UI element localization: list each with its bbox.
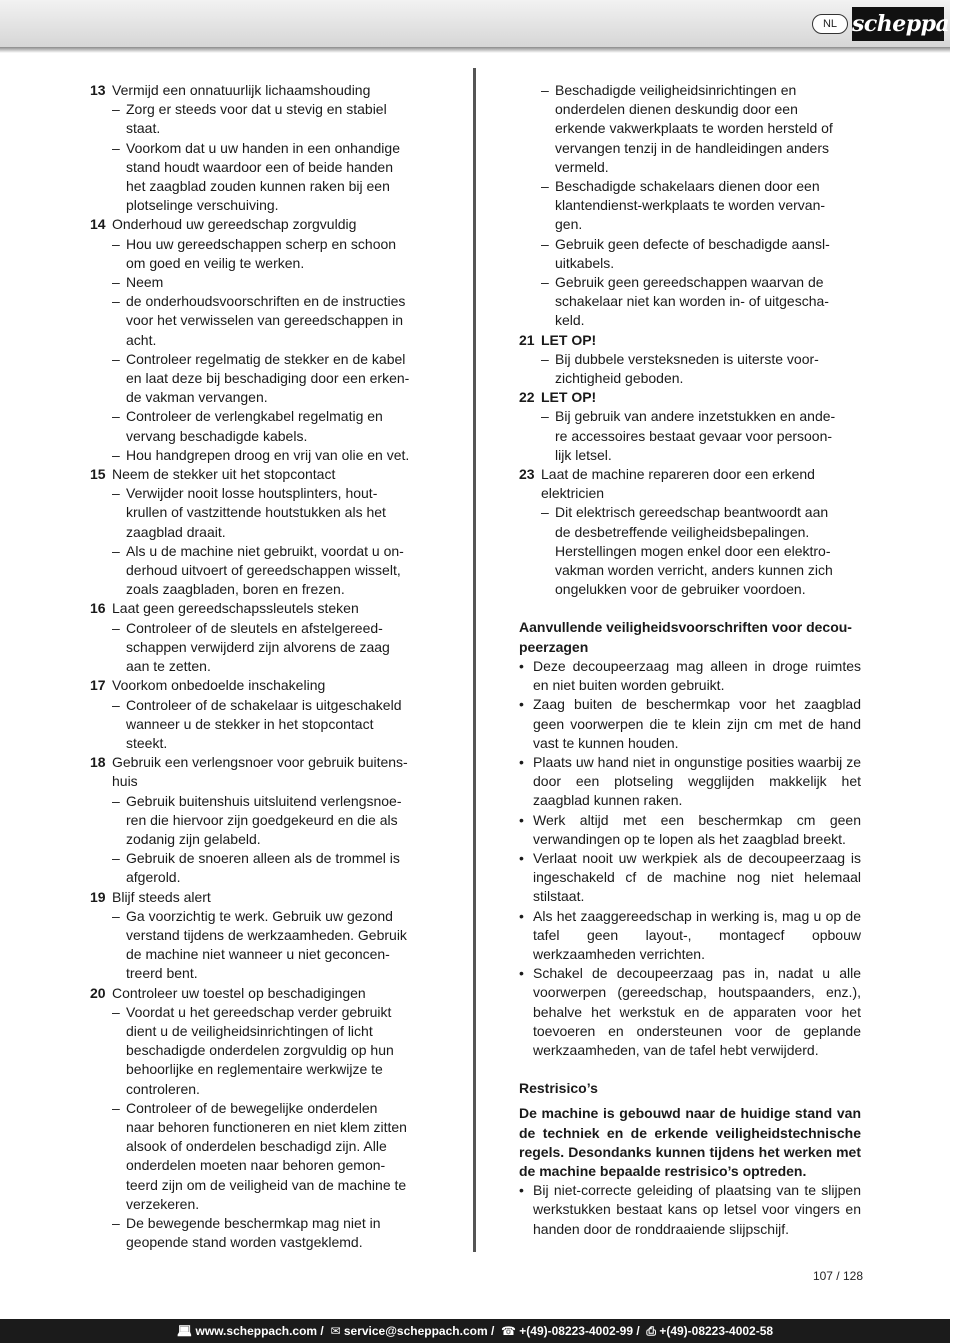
item-heading (90, 215, 430, 234)
sub-item (90, 1003, 430, 1099)
sub-item (519, 81, 861, 177)
sub-item (90, 139, 430, 216)
item-number: 14 (90, 216, 106, 233)
sub-item-text: Controleer of de schakelaar is uitgeschakeld wanneer u de stekker in het stopcontact steekt. (126, 696, 402, 751)
sub-item-text: Beschadigde schakelaars dienen door een klantendienst-werkplaats te worden vervan- gen. (555, 178, 826, 233)
sub-item-text: Gebruik geen defecte of beschadigde aansl- uitkabels. (555, 235, 830, 271)
footer-phone: +(49)-08223-4002-99 (519, 1324, 634, 1338)
sub-item (90, 484, 430, 542)
item-heading (90, 465, 430, 484)
item-number: 20 (90, 984, 106, 1001)
sub-item (90, 100, 430, 138)
sub-item-text: Ga voorzichtig te werk. Gebruik uw gezond verstand tijdens de werkzaamheden. Gebruik de machine niet wanneer u niet geconcen- treerd bent. (126, 907, 407, 982)
sub-item-text: Hou uw gereedschappen scherp en schoon om goed en veilig te werken. (126, 235, 397, 271)
bullet-text: Bij niet-correcte geleiding of plaatsing van te slijpen werkstukken bestaat kans op letsel voor vingers en handen door de ronddraaiende slijpschijf. (533, 1182, 861, 1237)
sub-item-text: Voordat u het gereedschap verder gebruikt dient u de veiligheidsinrichtingen of licht beschadigde onderdelen zorgvuldig op hun behoorlijke en reglementaire werkwijze te controleren. (126, 1003, 394, 1097)
item-heading (519, 331, 861, 350)
numbered-item (519, 331, 861, 389)
item-number: 19 (90, 888, 106, 905)
sub-item-text: Controleer regelmatig de stekker en de kabel en laat deze bij beschadiging door een erken- de vakman vervangen. (126, 350, 410, 406)
sub-item (90, 792, 430, 850)
sub-item-text: Verwijder nooit losse houtsplinters, hout- krullen of vastzittende houtstukken als het zaagblad draait. (126, 485, 386, 540)
sub-item (519, 350, 861, 388)
sub-item-text: Voorkom dat u uw handen in een onhandige stand houdt waardoor een of beide handen het zaagblad zouden kunnen raken bij een plotselinge verschuiving. (126, 139, 400, 214)
page-footer: 💻︎ www.scheppach.com / ✉︎ service@scheppach.com / ☎ +(49)-08223-4002-99 / ⎙ +(49)-08223-4002-58 (0, 1319, 950, 1343)
bullet-marker: • (519, 1182, 524, 1199)
sub-item (90, 273, 430, 292)
numbered-item (90, 215, 430, 465)
numbered-item (90, 753, 430, 887)
sub-item-text: Gebruik de snoeren alleen als de trommel is afgerold. (126, 850, 400, 886)
right-column (519, 81, 861, 1239)
bullet-text: Plaats uw hand niet in ongunstige posities waarbij ze door een plotseling wegglijden makkelijk het zaagblad kunnen raken. (533, 753, 861, 809)
item-number: 18 (90, 754, 106, 771)
sub-item (90, 849, 430, 887)
sub-item-text: Neem (126, 274, 164, 291)
sub-item (519, 273, 861, 331)
item-heading (90, 888, 430, 907)
item-heading (90, 81, 430, 100)
dash-marker: – (112, 293, 120, 310)
sub-item-text: Beschadigde veiligheidsinrichtingen en onderdelen dienen deskundig door een erkende vakwerkplaats te worden hersteld of vervangen tenzij in de handleidingen anders vermeld. (555, 82, 833, 175)
item-number: 17 (90, 677, 106, 694)
bullet-text: Schakel de decoupeerzaag pas in, nadat u alle voorwerpen (gereedschap, houtspaanders, enz.), behalve het werkstuk en de apparaten voor het toevoeren en ondersteunen voor de geplande werkzaamheden, van de tafel hebt verwijderd. (533, 965, 861, 1058)
bullet-item (519, 695, 861, 753)
item-heading (90, 984, 430, 1003)
dash-marker: – (541, 178, 549, 195)
sub-item-text: Controleer of de sleutels en afstelgereed- schappen verwijderd zijn alvorens de zaag aan te zetten. (126, 619, 390, 675)
bullet-text: Verlaat nooit uw werkpiek als de decoupeerzaag is ingeschakeld cf de machine nog niet helemaal stilstaat. (533, 849, 861, 905)
footer-email: service@scheppach.com (343, 1324, 488, 1338)
item-title: Neem de stekker uit het stopcontact (112, 466, 336, 483)
item-title: LET OP! (541, 331, 597, 348)
dash-marker: – (112, 1214, 120, 1231)
bullet-marker: • (519, 753, 524, 770)
bullet-item (519, 907, 861, 965)
numbered-item (90, 676, 430, 753)
header-shadow (0, 47, 950, 53)
numbered-item (519, 388, 861, 465)
dash-marker: – (112, 485, 120, 502)
language-badge: NL (812, 14, 848, 34)
bullet-item (519, 964, 861, 1060)
item-number: 23 (519, 466, 535, 483)
fax-icon: ⎙ (646, 1324, 660, 1338)
sub-item (90, 446, 430, 465)
dash-marker: – (112, 696, 120, 713)
sub-item-text: Dit elektrisch gereedschap beantwoordt aan de desbetreffende veiligheidsbepalingen. Herstellingen mogen enkel door een elektro- vakman worden verricht, anders kunnen zich ongelukken voor de gebruiker voordoen. (555, 504, 833, 598)
sub-item-text: Hou handgrepen droog en vrij van olie en vet. (126, 446, 410, 463)
numbered-item (90, 888, 430, 984)
sub-item (519, 177, 861, 235)
dash-marker: – (112, 235, 120, 252)
page-header (0, 0, 978, 47)
item-heading (519, 465, 861, 503)
dash-marker: – (112, 408, 120, 425)
bullet-marker: • (519, 696, 524, 713)
item-number: 22 (519, 389, 535, 406)
bullet-marker: • (519, 811, 524, 828)
sub-item (90, 542, 430, 600)
sub-item-text: Controleer de verlengkabel regelmatig en vervang beschadigde kabels. (126, 408, 383, 444)
sub-item (90, 1099, 430, 1214)
item-title: Vermijd een onnatuurlijk lichaamshouding (112, 82, 371, 98)
bullet-text: Deze decoupeerzaag mag alleen in droge ruimtes en niet buiten worden gebruikt. (533, 657, 861, 694)
bullet-marker: • (519, 907, 524, 924)
sub-item (90, 235, 430, 273)
sub-item (90, 619, 430, 677)
sub-item-text: Gebruik buitenshuis uitsluitend verlengsnoe- ren die hiervoor zijn goedgekeurd en die als zodanig zijn gelabeld. (126, 792, 402, 847)
dash-marker: – (112, 850, 120, 867)
item-title: Voorkom onbedoelde inschakeling (112, 677, 326, 694)
sub-item (90, 292, 430, 350)
dash-marker: – (541, 82, 549, 98)
item-title: LET OP! (541, 389, 597, 406)
brand-logo: scheppach (852, 7, 944, 41)
bullet-marker: • (519, 849, 524, 866)
sub-item-text: Bij gebruik van andere inzetstukken en ande- re accessoires bestaat gevaar voor persoon- lijk letsel. (555, 408, 836, 463)
dash-marker: – (541, 504, 549, 521)
item-heading (90, 753, 430, 791)
dash-marker: – (541, 274, 549, 291)
bullet-item (519, 1181, 861, 1239)
item-number: 21 (519, 331, 535, 348)
item-title: Laat de machine repareren door een erkend elektricien (541, 466, 815, 502)
sub-item (90, 696, 430, 754)
residual-risk-intro: De machine is gebouwd naar de huidige stand van de techniek en de erkende veiligheidstechnische regels. Desondanks kunnen tijdens het werken met de machine bepaalde restrisico’s optreden. (519, 1105, 861, 1179)
sub-item-text: Bij dubbele versteksneden is uiterste voor- zichtigheid geboden. (555, 350, 819, 387)
sub-item (90, 1214, 430, 1252)
bullet-item (519, 657, 861, 695)
dash-marker: – (112, 139, 120, 156)
dash-marker: – (112, 1099, 120, 1116)
bullet-marker: • (519, 965, 524, 982)
sub-item-text: Als u de machine niet gebruikt, voordat u on- derhoud uitvoert of gereedschappen wisselt, zoals zaagbladen, boren en frezen. (126, 542, 404, 598)
numbered-item (90, 465, 430, 599)
bullet-item (519, 811, 861, 849)
sub-item-text: De bewegende beschermkap mag niet in geopende stand worden vastgeklemd. (126, 1214, 381, 1251)
dash-marker: – (112, 274, 120, 291)
sub-item (90, 350, 430, 408)
numbered-item (90, 81, 430, 215)
mail-icon: ✉︎ (330, 1324, 344, 1338)
left-column (90, 81, 430, 1252)
section-title-jigsaw: Aanvullende veiligheidsvoorschriften voor decou- peerzagen (519, 619, 852, 655)
dash-marker: – (112, 350, 120, 367)
column-divider (473, 68, 476, 1252)
item-title: Onderhoud uw gereedschap zorgvuldig (112, 216, 357, 233)
item-title: Controleer uw toestel op beschadigingen (112, 984, 366, 1001)
sub-item (519, 407, 861, 465)
bullet-text: Zaag buiten de beschermkap voor het zaagblad geen voorwerpen die te klein zijn cm met de hand vast te kunnen houden. (533, 696, 861, 751)
sub-item-text: Gebruik geen gereedschappen waarvan de schakelaar niet kan worden in- of uitgescha- keld. (555, 274, 829, 329)
section-title-residual-risks: Restrisico’s (519, 1080, 598, 1097)
item-title: Laat geen gereedschapssleutels steken (112, 600, 359, 617)
sub-item (519, 503, 861, 599)
numbered-item (90, 599, 430, 676)
sub-item (519, 235, 861, 273)
numbered-item (90, 984, 430, 1253)
dash-marker: – (112, 542, 120, 559)
dash-marker: – (112, 1003, 120, 1020)
dash-marker: – (112, 792, 120, 809)
bullet-item (519, 753, 861, 811)
bullet-item (519, 849, 861, 907)
dash-marker: – (541, 408, 549, 425)
computer-icon: 💻︎ (176, 1324, 196, 1338)
dash-marker: – (112, 446, 120, 463)
footer-fax: +(49)-08223-4002-58 (659, 1324, 774, 1338)
sub-item (90, 907, 430, 984)
bullet-text: Als het zaaggereedschap in werking is, mag u op de tafel geen layout-, montagecf opbouw werkzaamheden verrichten. (533, 907, 861, 962)
item-number: 16 (90, 600, 106, 617)
item-number: 13 (90, 82, 106, 98)
sub-item-text: de onderhoudsvoorschriften en de instructies voor het verwisselen van gereedschappen in acht. (126, 293, 406, 348)
dash-marker: – (112, 619, 120, 636)
item-heading (90, 599, 430, 618)
bullet-text: Werk altijd met een beschermkap cm geen verwandingen op te lopen als het zaagblad breekt. (533, 811, 861, 847)
sub-item (90, 407, 430, 445)
item-number: 15 (90, 466, 106, 483)
dash-marker: – (541, 235, 549, 252)
footer-web: www.scheppach.com (195, 1324, 318, 1338)
numbered-item (519, 465, 861, 599)
page-number: 107 / 128 (812, 1269, 863, 1283)
bullet-marker: • (519, 657, 524, 674)
item-title: Blijf steeds alert (112, 888, 211, 905)
sub-item-text: Controleer of de bewegelijke onderdelen naar behoren functioneren en niet klem zitten alsook of onderdelen beschadigd zijn. Alle onderdelen moeten naar behoren gemon- teerd zijn om de veiligheid van de machine te verzekeren. (126, 1099, 407, 1212)
item-heading (90, 676, 430, 695)
phone-icon: ☎ (500, 1324, 520, 1338)
dash-marker: – (112, 907, 120, 924)
sub-item-text: Zorg er steeds voor dat u stevig en stabiel staat. (126, 101, 387, 137)
dash-marker: – (541, 350, 549, 367)
item-title: Gebruik een verlengsnoer voor gebruik buitens- huis (112, 754, 408, 790)
dash-marker: – (112, 101, 120, 118)
item-heading (519, 388, 861, 407)
